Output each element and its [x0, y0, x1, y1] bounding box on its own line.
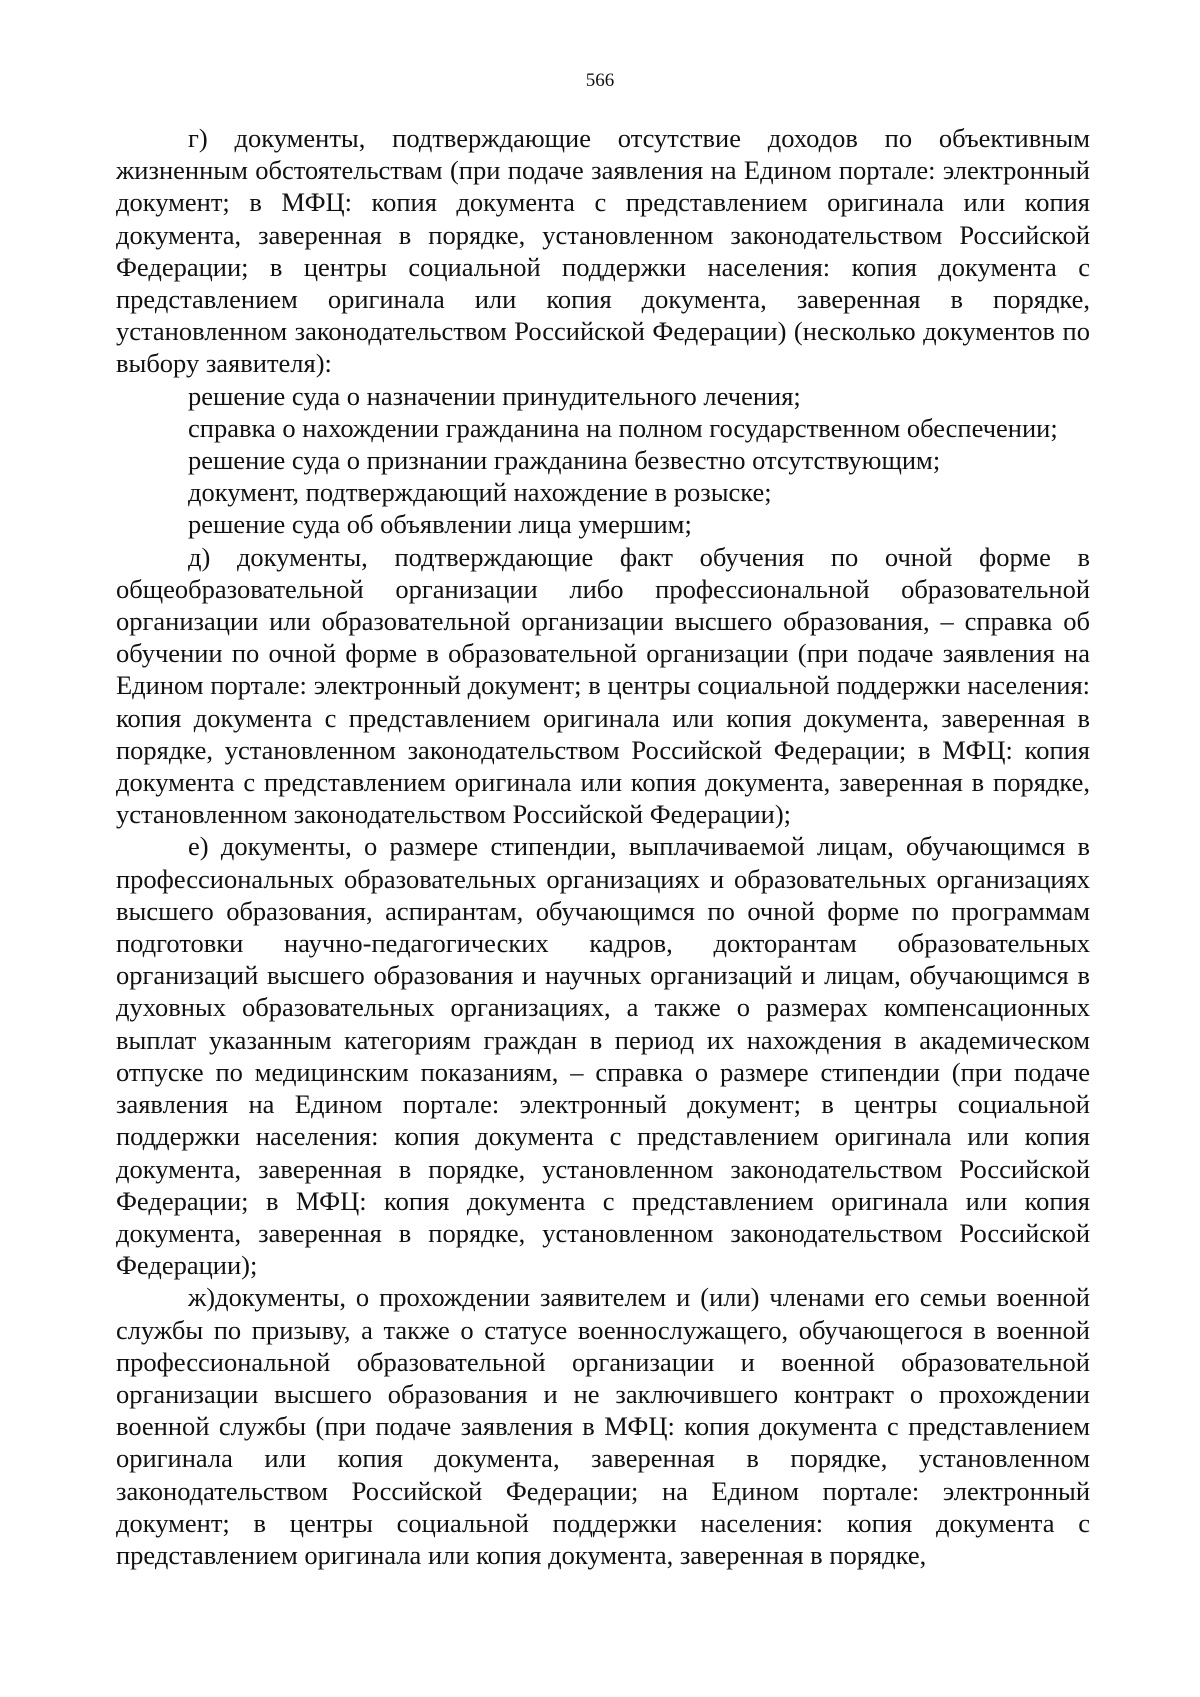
paragraph-zh: ж)документы, о прохождении заявителем и (или) членами его семьи военной службы по призыву, а также о статусе военнослужащего, обучающегося в военной профессиональной образовательной организации и военной образовательной организации высшего образования и не заключившего контракт о прохождении военной службы (при подаче заявления в МФЦ: копия документа с представлением оригинала или копия документа, заверенная в порядке, установленном законодательством Российской Федерации; на Едином портале: электронный документ; в центры социальной поддержки населения: копия документа с представлением оригинала или копия документа, заверенная в порядке, [116, 1282, 1090, 1570]
page-number: 566 [585, 70, 615, 91]
list-item: справка о нахождении гражданина на полном государственном обеспечении; [188, 412, 1058, 443]
list-item: решение суда об объявлении лица умершим; [188, 509, 692, 540]
paragraph-g: г) документы, подтверждающие отсутствие доходов по объективным жизненным обстоятельствам (при подаче заявления на Едином портале: электронный документ; в МФЦ: копия документа с представлением оригинала или копия документа, заверенная в порядке, установленном законодательством Российской Федерации; в центры социальной поддержки населения: копия документа с представлением оригинала или копия документа, заверенная в порядке, установленном законодательством Российской Федерации) (несколько документов по выбору заявителя): [116, 123, 1090, 379]
paragraph-e: е) документы, о размере стипендии, выплачиваемой лицам, обучающимся в профессиональных образовательных организациях и образовательных организациях высшего образования, аспирантам, обучающимся по очной форме по программам подготовки научно-педагогических кадров, докторантам образовательных организаций высшего образования и научных организаций и лицам, обучающимся в духовных образовательных организациях, а также о размерах компенсационных выплат указанным категориям граждан в период их нахождения в академическом отпуске по медицинским показаниям, – справка о размере стипендии (при подаче заявления на Едином портале: электронный документ; в центры социальной поддержки населения: копия документа с представлением оригинала или копия документа, заверенная в порядке, установленном законодательством Российской Федерации; в МФЦ: копия документа с представлением оригинала или копия документа, заверенная в порядке, установленном законодательством Российской Федерации); [116, 831, 1090, 1281]
document-body [116, 122, 1090, 1571]
list-item: документ, подтверждающий нахождение в розыске; [188, 477, 772, 508]
list-item: решение суда о назначении принудительного лечения; [188, 380, 801, 411]
paragraph-d: д) документы, подтверждающие факт обучения по очной форме в общеобразовательной организации либо профессиональной образовательной организации или образовательной организации высшего образования, – справка об обучении по очной форме в образовательной организации (при подаче заявления на Едином портале: электронный документ; в центры социальной поддержки населения: копия документа с представлением оригинала или копия документа, заверенная в порядке, установленном законодательством Российской Федерации; в МФЦ: копия документа с представлением оригинала или копия документа, заверенная в порядке, установленном законодательством Российской Федерации); [116, 541, 1090, 830]
list-item: решение суда о признании гражданина безвестно отсутствующим; [188, 445, 941, 476]
